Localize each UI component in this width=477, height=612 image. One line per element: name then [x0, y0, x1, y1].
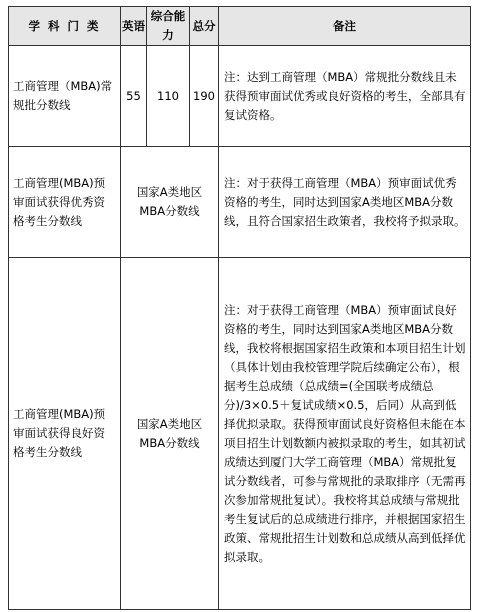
header-total: 总分 [190, 7, 219, 46]
row-note: 注：达到工商管理（MBA）常规批分数线且未获得预审面试优秀或良好资格的考生，全部具有复试资格。 [219, 46, 471, 147]
table-header-row [9, 7, 471, 46]
total-score: 190 [190, 46, 219, 147]
header-remarks: 备注 [219, 7, 471, 46]
merged-score-line: 国家A类地区MBA分数线 [121, 147, 219, 258]
merged-score-line: 国家A类地区MBA分数线 [121, 258, 219, 610]
row-note: 注：对于获得工商管理（MBA）预审面试优秀资格的考生，同时达到国家A类地区MBA分数线，且符合国家招生政策者，我校将予拟录取。 [219, 147, 471, 258]
header-category: 学 科 门 类 [9, 7, 121, 46]
table-row [9, 46, 471, 147]
score-table [8, 6, 471, 610]
comprehensive-score: 110 [147, 46, 190, 147]
table-row [9, 147, 471, 258]
row-category: 工商管理(MBA)预审面试获得优秀资格考生分数线 [9, 147, 121, 258]
row-note: 注：对于获得工商管理（MBA）预审面试良好资格的考生，同时达到国家A类地区MBA分数线，我校将根据国家招生政策和本项目招生计划（具体计划由我校管理学院后续确定公布），根据考生总成绩（总成绩=(全国联考成绩总分)/3×0.5＋复试成绩×0.5，后同）从高到低择优拟录取。获得预审面试良好资格但未能在本项目招生计划数额内被拟录取的考生，如其初试成绩达到厦门大学工商管理（MBA）常规批复试分数线者，可参与常规批的录取排序（无需再次参加常规批复试）。我校将其总成绩与常规批考生复试后的总成绩进行排序，并根据国家招生政策、常规批招生计划数和总成绩从高到低择优拟录取。 [219, 258, 471, 610]
row-category: 工商管理（MBA)常规批分数线 [9, 46, 121, 147]
header-comprehensive: 综合能力 [147, 7, 190, 46]
english-score: 55 [121, 46, 147, 147]
row-category: 工商管理(MBA)预审面试获得良好资格考生分数线 [9, 258, 121, 610]
header-english: 英语 [121, 7, 147, 46]
table-row [9, 258, 471, 610]
